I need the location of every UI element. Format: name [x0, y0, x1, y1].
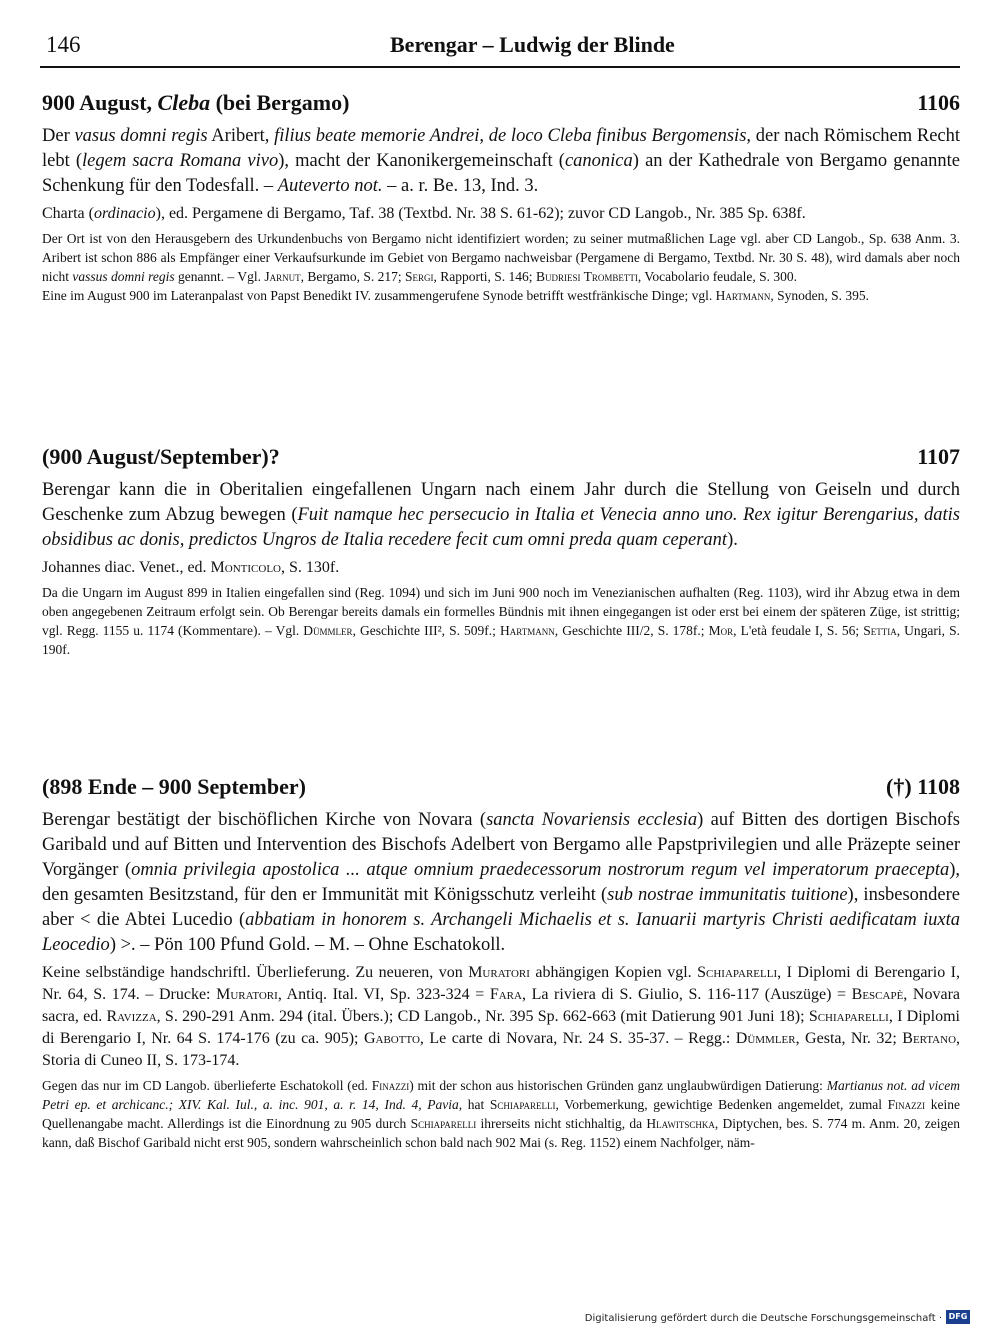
- entry-number: 1107: [917, 444, 960, 469]
- text-run: – a. r. Be. 13, Ind. 3.: [382, 176, 539, 196]
- author-name: Schiaparelli: [808, 1008, 889, 1025]
- author-name: Jarnut: [264, 269, 301, 284]
- text-run: ) >. – Pön 100 Pfund Gold. – M. – Ohne Eschatokoll.: [109, 935, 506, 955]
- author-name: Mor: [708, 623, 734, 638]
- text-run: ), den gesamten Besitzstand, für den er Immunität mit Königsschutz verleiht (: [42, 860, 961, 905]
- entry-date: [42, 90, 349, 116]
- running-head: [40, 30, 960, 64]
- latin-quote: abbatiam in honorem s. Archangeli Michaelis et s. Ianuarii martyris Christi aedificatam iuxta Leocedio: [42, 910, 960, 955]
- text-run: ), macht der Kanonikergemeinschaft (: [278, 151, 565, 171]
- regest-text: [42, 808, 960, 958]
- header-divider: [40, 66, 960, 68]
- text-run: ).: [727, 530, 738, 550]
- text-run: , Ungari, S. 190f.: [42, 623, 960, 657]
- entry-number: 1106: [917, 90, 960, 115]
- text-run: , Bergamo, S. 217;: [300, 269, 406, 284]
- author-name: Hartmann: [500, 623, 555, 638]
- commentary-note: [42, 583, 960, 659]
- author-name: Ravizza: [106, 1008, 157, 1025]
- author-name: Bescapè: [851, 986, 904, 1003]
- source-reference: [42, 557, 960, 579]
- author-name: Settia: [863, 623, 897, 638]
- author-name: Gabotto: [363, 1030, 420, 1047]
- author-name: Schiaparelli: [697, 964, 778, 981]
- text-run: ), ed. Pergamene di Bergamo, Taf. 38 (Textbd. Nr. 38 S. 61-62); zuvor CD Langob., Nr. 385 Sp. 638f.: [155, 205, 806, 222]
- author-name: Dümmler: [735, 1030, 796, 1047]
- latin-quote: Fuit namque hec persecucio in Italia et Venecia anno uno. Rex igitur Berengarius, datis obsidibus ac donis, predictos Ungros de Italia recedere fecit cum omni preda quam ceperant: [42, 505, 960, 550]
- text-run: Johannes diac. Venet., ed.: [42, 559, 211, 576]
- text-run: ) auf Bitten des dortigen Bischofs Garibald und auf Bitten und Intervention des Bischofs Adelbert von Bergamo alle Papstprivilegien und alle Präzepte seiner Vorgänger (: [42, 810, 961, 880]
- author-name: Finazzi: [887, 1097, 926, 1112]
- text-run: , Geschichte III², S. 509f.;: [352, 623, 501, 638]
- text-run: Berengar bestätigt der bischöflichen Kirche von Novara (: [42, 810, 487, 830]
- text-run: , S. 290-291 Anm. 294 (ital. Übers.); CD Langob., Nr. 395 Sp. 662-663 (mit Datierung 901 Juni 18);: [156, 1008, 809, 1025]
- regest-entry-1106: [42, 90, 960, 305]
- text-run: genannt. – Vgl.: [174, 269, 265, 284]
- author-name: Schiaparelli: [410, 1116, 477, 1131]
- text-run: , Diptychen, bes. S. 774 m. Anm. 20, zeigen kann, daß Bischof Garibald nicht erst 905, sondern wahrscheinlich schon bald nach 902 Mai (s. Reg. 1152) einem Nachfolger, näm-: [42, 1116, 960, 1150]
- date-suffix: (bei Bergamo): [210, 90, 350, 115]
- author-name: Dümmler: [303, 623, 353, 638]
- author-name: Monticolo: [210, 559, 281, 576]
- author-name: Sergi: [405, 269, 434, 284]
- author-name: Finazzi: [371, 1078, 410, 1093]
- text-run: Der: [42, 126, 75, 146]
- commentary-note: [42, 1076, 960, 1152]
- text-run: Aribert,: [207, 126, 275, 146]
- latin-quote: vassus domni regis: [72, 269, 175, 284]
- commentary-note: [42, 229, 960, 286]
- latin-quote: ordinacio: [93, 205, 156, 222]
- running-title: Berengar – Ludwig der Blinde: [390, 32, 675, 57]
- regest-text: [42, 478, 960, 553]
- latin-quote: legem sacra Romana vivo: [82, 151, 279, 171]
- text-run: , L'età feudale I, S. 56;: [733, 623, 864, 638]
- text-run: , Gesta, Nr. 32;: [795, 1030, 903, 1047]
- author-name: Muratori: [216, 986, 278, 1003]
- text-run: , hat: [458, 1097, 490, 1112]
- date-prefix: 900 August,: [42, 90, 158, 115]
- latin-quote: vasus domni regis: [74, 126, 208, 146]
- text-run: , Rapporti, S. 146;: [433, 269, 536, 284]
- entry-date: (898 Ende – 900 September): [42, 774, 306, 799]
- text-run: , Geschichte III/2, S. 178f.;: [554, 623, 709, 638]
- author-name: Hlawitschka: [646, 1116, 715, 1131]
- entry-number: (†) 1108: [886, 774, 960, 799]
- text-run: Da die Ungarn im August 899 in Italien eingefallen sind (Reg. 1094) und sich im Juni 900 noch im Venezianischen aufhalten (Reg. 1103), wird ihr Abzug etwa in dem oben angegebenen Zeitraum erfolgt sein. Ob Berengar bereits damals ein formelles Bündnis mit ihnen eingegangen ist oder erst bei einem der späteren Züge, ist strittig; vgl. Regg. 1155 u. 1174 (Kommentare). – Vgl.: [42, 585, 960, 638]
- text-run: Keine selbständige handschriftl. Überlieferung. Zu neueren, von: [42, 964, 469, 981]
- source-reference: [42, 962, 960, 1072]
- footer-text: Digitalisierung gefördert durch die Deutsche Forschungsgemeinschaft ·: [584, 1313, 942, 1324]
- text-run: Gegen das nur im CD Langob. überlieferte Eschatokoll (ed.: [42, 1078, 372, 1093]
- funding-footer: [584, 1307, 970, 1329]
- text-run: abhängigen Kopien vgl.: [529, 964, 698, 981]
- author-name: Bertano: [902, 1030, 957, 1047]
- regest-entry-1107: [42, 444, 960, 659]
- entry-date: (900 August/September)?: [42, 444, 280, 469]
- text-run: ihrerseits nicht stichhaltig, da: [476, 1116, 647, 1131]
- text-run: Berengar kann die in Oberitalien eingefallenen Ungarn nach einem Jahr durch die Stellung von Geiseln und durch Geschenke zum Abzug bewegen (: [42, 480, 960, 525]
- latin-quote: Martianus not. ad vicem Petri ep. et archicanc.; XIV. Kal. Iul., a. inc. 901, a. r. 14, Ind. 4, Pavia: [42, 1078, 961, 1112]
- latin-quote: sub nostrae immunitatis tuitione: [607, 885, 848, 905]
- date-place: Cleba: [157, 90, 211, 115]
- latin-quote: filius beate memorie Andrei, de loco Cleba finibus Bergomensis: [274, 126, 747, 146]
- regest-entry-1108: [42, 774, 960, 1152]
- text-run: ), insbesondere aber < die Abtei Lucedio (: [42, 885, 961, 930]
- author-name: Fara: [489, 986, 522, 1003]
- text-run: , Vocabolario feudale, S. 300.: [637, 269, 798, 284]
- author-name: Muratori: [468, 964, 530, 981]
- text-run: , S. 130f.: [281, 559, 340, 576]
- regest-text: [42, 124, 960, 199]
- entry-heading: [42, 774, 960, 806]
- entry-heading: [42, 90, 960, 122]
- text-run: ) mit der schon aus historischen Gründen ganz unglaubwürdigen Datierung:: [409, 1078, 827, 1093]
- author-name: Hartmann: [715, 288, 771, 303]
- text-run: , Le carte di Novara, Nr. 24 S. 35-37. – Regg.:: [419, 1030, 736, 1047]
- latin-quote: omnia privilegia apostolica ... atque omnium praedecessorum nostrorum regum vel imperatorum praecepta: [131, 860, 950, 880]
- source-reference: [42, 203, 960, 225]
- text-run: Charta (: [42, 205, 94, 222]
- text-run: ) an der Kathedrale von Bergamo genannte Schenkung für den Todesfall. –: [42, 151, 960, 196]
- text-run: , Novara sacra, ed.: [42, 986, 960, 1025]
- entry-heading: [42, 444, 960, 476]
- author-name: Schiaparelli: [489, 1097, 556, 1112]
- text-run: Eine im August 900 im Lateranpalast von Papst Benedikt IV. zusammengerufene Synode betrifft westfränkische Dinge; vgl.: [42, 288, 716, 303]
- latin-quote: canonica: [564, 151, 633, 171]
- dfg-logo: DFG: [946, 1310, 970, 1324]
- text-run: , der nach Römischem Recht lebt (: [42, 126, 961, 171]
- page-number: 146: [46, 32, 81, 57]
- text-run: keine Quellenangabe macht. Allerdings ist die Einordnung zu 905 durch: [42, 1097, 960, 1131]
- commentary-note: [42, 286, 960, 305]
- text-run: , Vorbemerkung, gewichtige Bedenken angemeldet, zumal: [555, 1097, 888, 1112]
- text-run: , Antiq. Ital. VI, Sp. 323-324 =: [277, 986, 490, 1003]
- author-name: Budriesi Trombetti: [535, 269, 638, 284]
- text-run: , Synoden, S. 395.: [770, 288, 869, 303]
- text-run: , I Diplomi di Berengario I, Nr. 64 S. 174-176 (zu ca. 905);: [42, 1008, 960, 1047]
- text-run: Der Ort ist von den Herausgebern des Urkundenbuchs von Bergamo nicht identifiziert worden; zu seiner mutmaßlichen Lage vgl. aber CD Langob., Sp. 638 Anm. 3. Aribert ist schon 886 als Empfänger einer Verkaufsurkunde im Gebiet von Bergamo nachweisbar (Pergamene di Bergamo, Textbd. Nr. 30 S. 48), wird damals aber noch nicht: [42, 231, 960, 284]
- text-run: , La riviera di S. Giulio, S. 116-117 (Auszüge) =: [521, 986, 852, 1003]
- latin-quote: Auteverto not.: [277, 176, 383, 196]
- latin-quote: sancta Novariensis ecclesia: [486, 810, 698, 830]
- text-run: , Storia di Cuneo II, S. 173-174.: [42, 1030, 961, 1069]
- text-run: , I Diplomi di Berengario I, Nr. 64, S. 174. – Drucke:: [42, 964, 961, 1003]
